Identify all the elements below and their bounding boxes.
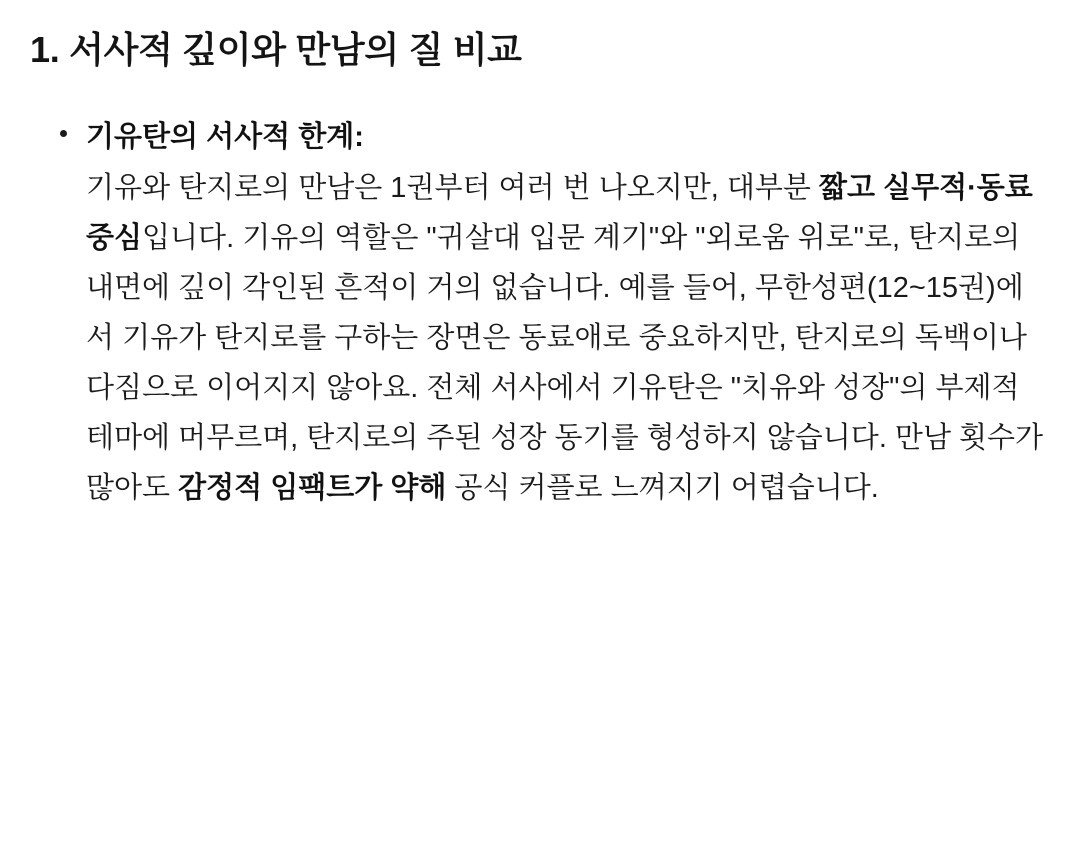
- text-segment: 공식 커플로 느껴지기 어렵습니다.: [446, 471, 879, 504]
- text-segment-bold: 짧고 실무적·동료 중심: [86, 172, 1041, 255]
- list-item-body: [86, 164, 1052, 513]
- bullet-dot-icon: [60, 130, 67, 137]
- text-segment-bold: 감정적 임팩트가 약해: [178, 471, 447, 504]
- text-segment: 기유와 탄지로의 만남은 1권부터 여러 번 나오지만, 대부분: [86, 172, 819, 205]
- list-item: [30, 113, 1052, 514]
- list-item-title: 기유탄의 서사적 한계:: [86, 120, 364, 153]
- page-title: 1. 서사적 깊이와 만남의 질 비교: [30, 29, 522, 70]
- text-segment: 입니다. 기유의 역할은 "귀살대 입문 계기"와 "외로움 위로"로, 탄지로의 내면에 깊이 각인된 흔적이 거의 없습니다. 예를 들어, 무한성편(12~15권)에서 기유가 탄지로를 구하는 장면은 동료애로 중요하지만, 탄지로의 독백이나 다짐으로 이어지지 않아요. 전체 서사에서 기유탄은 "치유와 성장"의 부제적 테마에 머무르며, 탄지로의 주된 성장 동기를 형성하지 않습니다. 만남 횟수가 많아도: [86, 222, 1052, 504]
- bullet-list: [30, 113, 1052, 514]
